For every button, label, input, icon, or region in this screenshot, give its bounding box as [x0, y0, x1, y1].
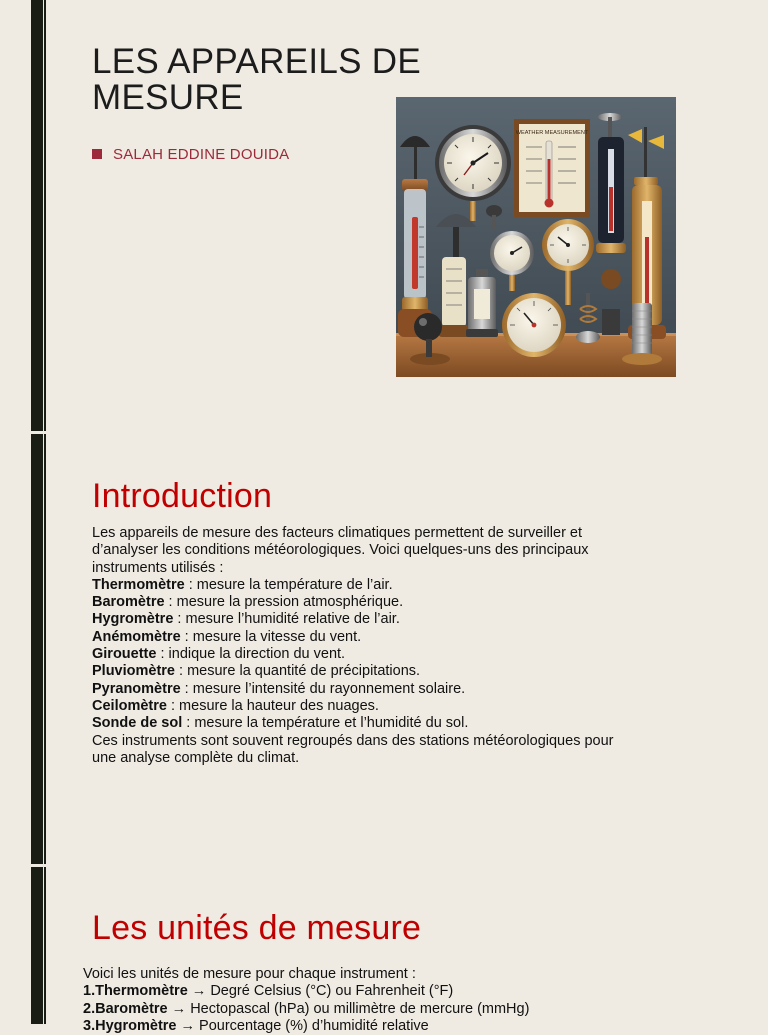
unit-item-label: 2.Baromètre	[83, 1000, 168, 1017]
card-lettering: WEATHER MEASUREMENT	[515, 130, 589, 136]
unit-item-value: Pourcentage (%) d’humidité relative	[199, 1017, 429, 1034]
units-body	[83, 966, 529, 1035]
hygrometer-dial-icon	[502, 293, 566, 357]
unit-item-label: 3.Hygromètre	[83, 1017, 177, 1034]
instrument-item-sonde-de-sol	[92, 715, 614, 732]
weather-card-frame	[514, 119, 590, 217]
introduction-heading: Introduction	[92, 477, 273, 515]
separator: :	[166, 697, 180, 714]
unit-item-barometre	[83, 1001, 529, 1018]
instrument-item-pyranometre	[92, 681, 614, 698]
intro-line: d’analyser les conditions météorologiques. Voici quelques-uns des principaux	[92, 542, 589, 559]
instrument-name: Pyranomètre	[92, 680, 181, 697]
anemometer-icon	[466, 269, 498, 337]
separator: :	[184, 576, 197, 593]
instrument-name: Sonde de sol	[92, 715, 183, 732]
arrow: →	[176, 1017, 200, 1034]
instrument-name: Anémomètre	[92, 628, 181, 645]
instrument-name: Thermomètre	[92, 576, 185, 593]
instrument-name: Pluviomètre	[92, 663, 175, 680]
intro-line: instruments utilisés :	[92, 559, 224, 576]
title-line: LES APPAREILS DE	[92, 42, 422, 81]
instrument-item-pluviometre	[92, 663, 614, 680]
instrument-description: mesure la température de l’air.	[196, 576, 393, 593]
separator: :	[156, 646, 169, 663]
instrument-name: Girouette	[92, 646, 157, 663]
instrument-description: mesure l’humidité relative de l’air.	[185, 611, 400, 628]
instrument-item-thermometre	[92, 577, 614, 594]
instrument-description: mesure l’intensité du rayonnement solaire.	[192, 680, 466, 697]
author-name: SALAH EDDINE DOUIDA	[113, 146, 290, 163]
title-slide	[0, 0, 768, 432]
instrument-description: mesure la pression atmosphérique.	[176, 594, 404, 611]
instrument-item-hygrometre	[92, 611, 614, 628]
unit-item-thermometre	[83, 983, 529, 1000]
introduction-body	[92, 525, 614, 767]
arrow: →	[187, 983, 211, 1000]
author-line	[92, 146, 289, 163]
closing-line: Ces instruments sont souvent regroupés dans des stations météorologiques pour	[92, 732, 614, 749]
unit-item-label: 1.Thermomètre	[83, 983, 188, 1000]
instrument-description: mesure la hauteur des nuages.	[179, 697, 379, 714]
instrument-description: mesure la vitesse du vent.	[192, 628, 362, 645]
instrument-item-anemometre	[92, 629, 614, 646]
instrument-description: indique la direction du vent.	[168, 646, 346, 663]
instrument-item-ceilometre	[92, 698, 614, 715]
page-title	[92, 44, 421, 116]
separator: :	[173, 611, 186, 628]
arrow: →	[167, 1000, 191, 1017]
separator: :	[164, 594, 177, 611]
unit-item-hygrometre	[83, 1018, 529, 1035]
units-slide	[0, 865, 768, 1034]
instrument-name: Hygromètre	[92, 611, 174, 628]
separator: :	[180, 628, 193, 645]
instrument-name: Baromètre	[92, 594, 165, 611]
weather-instruments-picture	[396, 97, 676, 377]
instrument-name: Ceilomètre	[92, 697, 167, 714]
intro-line: Les appareils de mesure des facteurs climatiques permettent de surveiller et	[92, 525, 583, 541]
title-line: MESURE	[92, 78, 244, 117]
separator: :	[180, 680, 193, 697]
units-intro: Voici les unités de mesure pour chaque instrument :	[83, 966, 416, 982]
closing-line: une analyse complète du climat.	[92, 749, 300, 766]
unit-item-value: Hectopascal (hPa) ou millimètre de mercure (mmHg)	[190, 1000, 530, 1017]
units-heading: Les unités de mesure	[92, 909, 422, 947]
instrument-description: mesure la température et l’humidité du sol.	[194, 715, 469, 732]
instrument-item-girouette	[92, 646, 614, 663]
separator: :	[175, 663, 188, 680]
square-bullet-icon	[92, 149, 102, 159]
instrument-item-barometre	[92, 594, 614, 611]
introduction-slide	[0, 432, 768, 865]
separator: :	[182, 715, 195, 732]
unit-item-value: Degré Celsius (°C) ou Fahrenheit (°F)	[210, 983, 454, 1000]
instrument-description: mesure la quantité de précipitations.	[187, 663, 421, 680]
